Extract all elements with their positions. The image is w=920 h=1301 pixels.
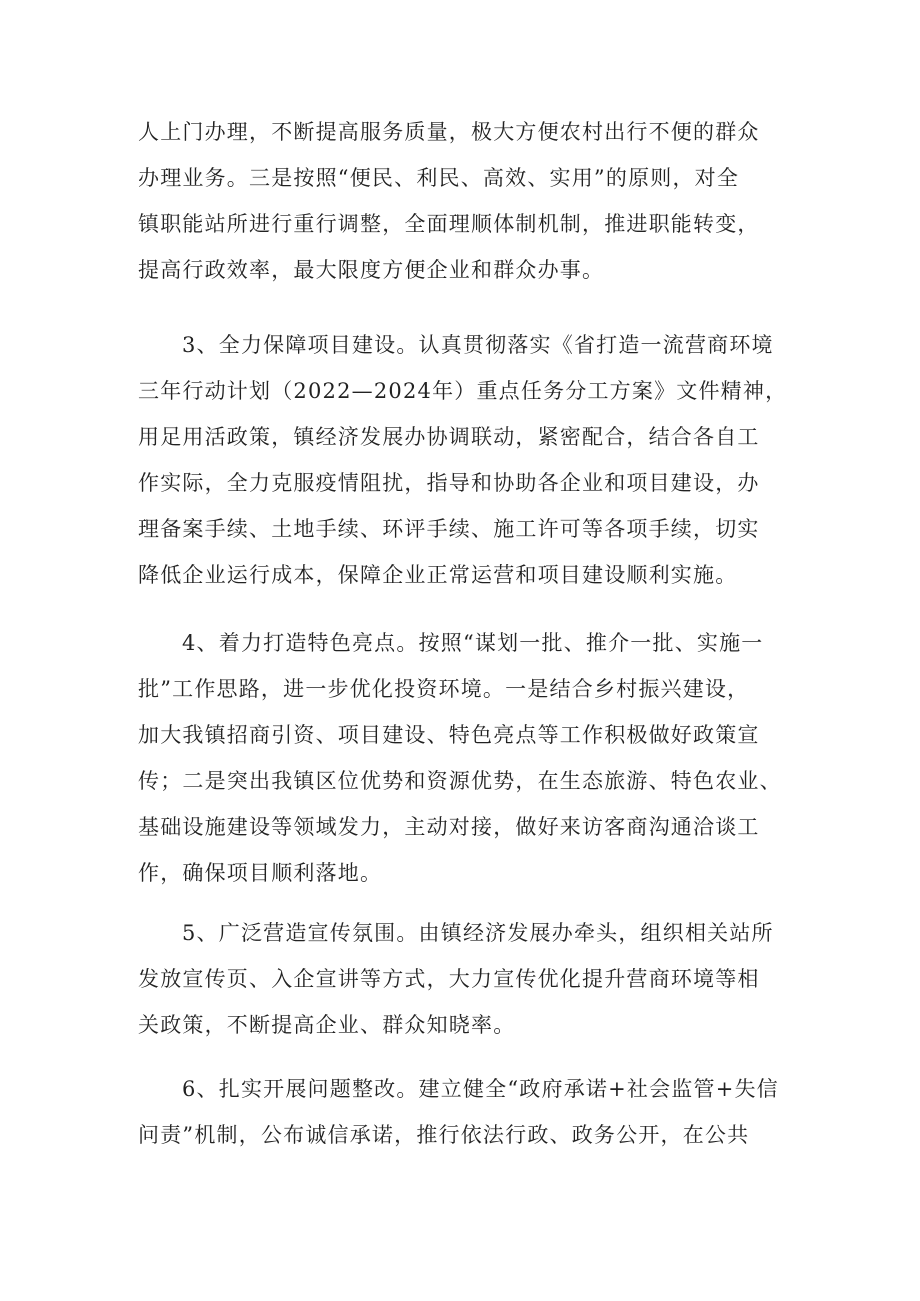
paragraph-item-3 [138, 322, 798, 598]
text-line: 3、全力保障项目建设。认真贯彻落实《省打造一流营商环境 [182, 333, 774, 357]
text-line: 6、扎实开展问题整改。建立健全“政府承诺+社会监管+失信 [182, 1077, 779, 1101]
paragraph-item-4 [138, 620, 798, 896]
text-line: 提高行政效率，最大限度方便企业和群众办事。 [138, 258, 605, 282]
text-line: 作，确保项目顺利落地。 [138, 861, 383, 885]
paragraph-item-6 [138, 1066, 798, 1158]
text-line: 镇职能站所进行重行调整，全面理顺体制机制，推进职能转变， [138, 212, 760, 236]
paragraph-item-5 [138, 910, 798, 1048]
text-line: 批”工作思路，进一步优化投资环境。一是结合乡村振兴建设， [138, 677, 750, 701]
text-line: 人上门办理，不断提高服务质量，极大方便农村出行不便的群众 [138, 120, 760, 144]
text-line: 三年行动计划（2022—2024年）重点任务分工方案》文件精神， [138, 379, 788, 403]
text-line: 作实际，全力克服疫情阻扰，指导和协助各企业和项目建设，办 [138, 471, 760, 495]
text-line: 问责”机制，公布诚信承诺，推行依法行政、政务公开，在公共 [138, 1123, 750, 1147]
text-line: 5、广泛营造宣传氛围。由镇经济发展办牵头，组织相关站所 [182, 921, 774, 945]
text-line: 传；二是突出我镇区位优势和资源优势，在生态旅游、特色农业、 [138, 769, 782, 793]
text-line: 基础设施建设等领域发力，主动对接，做好来访客商沟通洽谈工 [138, 815, 760, 839]
text-line: 加大我镇招商引资、项目建设、特色亮点等工作积极做好政策宣 [138, 723, 760, 747]
text-line: 4、着力打造特色亮点。按照“谋划一批、推介一批、实施一 [182, 631, 764, 655]
text-line: 理备案手续、土地手续、环评手续、施工许可等各项手续，切实 [138, 517, 760, 541]
text-line: 关政策，不断提高企业、群众知晓率。 [138, 1013, 516, 1037]
paragraph-continuation [138, 109, 798, 293]
text-line: 降低企业运行成本，保障企业正常运营和项目建设顺利实施。 [138, 563, 738, 587]
text-line: 用足用活政策，镇经济发展办协调联动，紧密配合，结合各自工 [138, 425, 760, 449]
text-line: 办理业务。三是按照“便民、利民、高效、实用”的原则，对全 [138, 166, 740, 190]
text-line: 发放宣传页、入企宣讲等方式，大力宣传优化提升营商环境等相 [138, 967, 760, 991]
